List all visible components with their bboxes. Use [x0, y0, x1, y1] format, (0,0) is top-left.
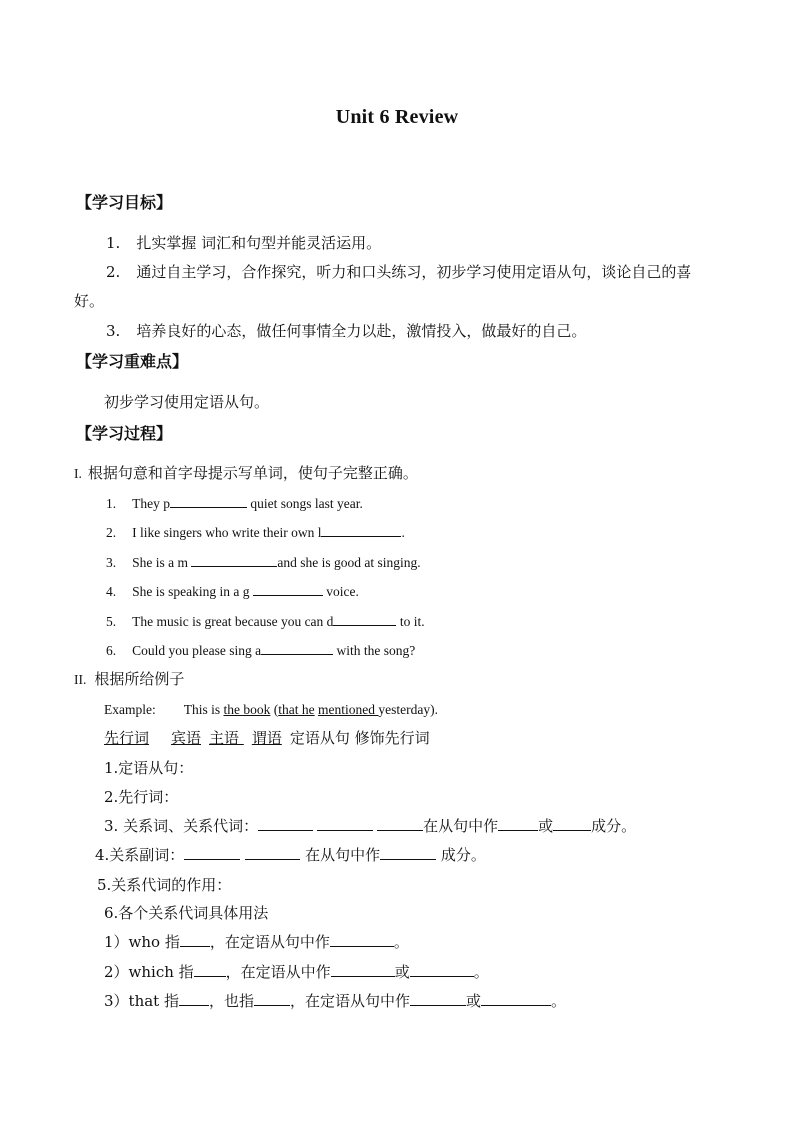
answer-blank[interactable] [481, 991, 551, 1006]
section-heading-process: 【学习过程】 [76, 424, 173, 443]
answer-blank[interactable] [258, 816, 313, 831]
answer-blank[interactable] [380, 845, 436, 860]
answer-blank[interactable] [245, 845, 300, 860]
answer-blank[interactable] [498, 816, 538, 831]
part-label: I. [74, 466, 82, 481]
page-title: Unit 6 Review [335, 106, 459, 128]
section-heading-objectives: 【学习目标】 [76, 193, 173, 212]
key-points-text: 初步学习使用定语从句。 [104, 393, 270, 411]
answer-blank[interactable] [184, 845, 240, 860]
answer-blank[interactable] [317, 816, 373, 831]
answer-blank[interactable] [191, 552, 277, 567]
answer-blank[interactable] [253, 581, 323, 596]
question-5: 5.关系代词的作用： [97, 876, 232, 894]
subject-underline: that he [278, 702, 315, 717]
sub-question-2: 2）which 指 ，在定语从中作 或 。 [104, 963, 489, 981]
item-text: 通过自主学习，合作探究，听力和口头练习，初步学习使用定语从句，谈论自己的喜 [136, 263, 692, 281]
question-4: 4.关系副词： 在从句中作 成分。 [95, 846, 486, 864]
answer-blank[interactable] [194, 962, 226, 977]
sub-question-1: 1）who 指 ，在定语从句中作 。 [104, 933, 409, 951]
item-text: 扎实掌握 词汇和句型并能灵活运用。 [136, 234, 382, 252]
question-2: 2.先行词： [104, 788, 179, 806]
answer-blank[interactable] [321, 522, 401, 537]
answer-blank[interactable] [331, 962, 395, 977]
item-text: 培养良好的心态，做任何事情全力以赴，激情投入，做最好的自己。 [136, 322, 587, 340]
part-ii-instruction [74, 669, 184, 690]
exercise-row-5: 5. The music is great because you can d to it. [106, 611, 425, 632]
part-label: II. [74, 672, 87, 687]
answer-blank[interactable] [333, 611, 396, 626]
section-heading-key-points: 【学习重难点】 [76, 352, 189, 371]
item-number: 2. [106, 263, 121, 281]
answer-blank[interactable] [410, 962, 474, 977]
example-legend: 先行词 宾语 主语 谓语 定语从句 修饰先行词 [104, 729, 430, 747]
predicate-underline: mentioned [318, 702, 379, 717]
instruction-text: 根据句意和首字母提示写单词，使句子完整正确。 [87, 464, 418, 482]
part-i-instruction [74, 463, 418, 484]
item-number: 3. [106, 322, 121, 340]
exercise-row-4: 4. She is speaking in a g voice. [106, 581, 359, 602]
objective-item-2 [106, 262, 691, 282]
answer-blank[interactable] [254, 991, 290, 1006]
answer-blank[interactable] [410, 991, 466, 1006]
sub-question-3: 3）that 指 ，也指 ，在定语从句中作 或 。 [104, 992, 567, 1010]
answer-blank[interactable] [553, 816, 591, 831]
answer-blank[interactable] [180, 932, 210, 947]
answer-blank[interactable] [170, 493, 247, 508]
objective-item-1 [106, 233, 381, 253]
answer-blank[interactable] [179, 991, 209, 1006]
answer-blank[interactable] [330, 932, 394, 947]
objective-item-2-continued: 好。 [74, 292, 105, 310]
answer-blank[interactable] [261, 640, 333, 655]
question-3: 3. 关系词、关系代词： 在从句中作 或 成分。 [104, 817, 637, 835]
exercise-row-3: 3. She is a m and she is good at singing. [106, 552, 421, 573]
example-label: Example: [104, 702, 156, 717]
question-6: 6.各个关系代词具体用法 [104, 904, 269, 922]
example-sentence: Example: This is the book (that he mentioned yesterday). [104, 702, 438, 717]
antecedent-underline: the book [223, 702, 271, 717]
objective-item-3 [106, 321, 586, 341]
instruction-text: 根据所给例子 [94, 670, 185, 688]
question-1: 1.定语从句： [104, 759, 194, 777]
exercise-row-1: 1. They p quiet songs last year. [106, 493, 363, 514]
exercise-row-6: 6. Could you please sing a with the song? [106, 640, 415, 661]
exercise-row-2: 2. I like singers who write their own l . [106, 522, 405, 543]
answer-blank[interactable] [377, 816, 423, 831]
item-number: 1. [106, 234, 121, 252]
